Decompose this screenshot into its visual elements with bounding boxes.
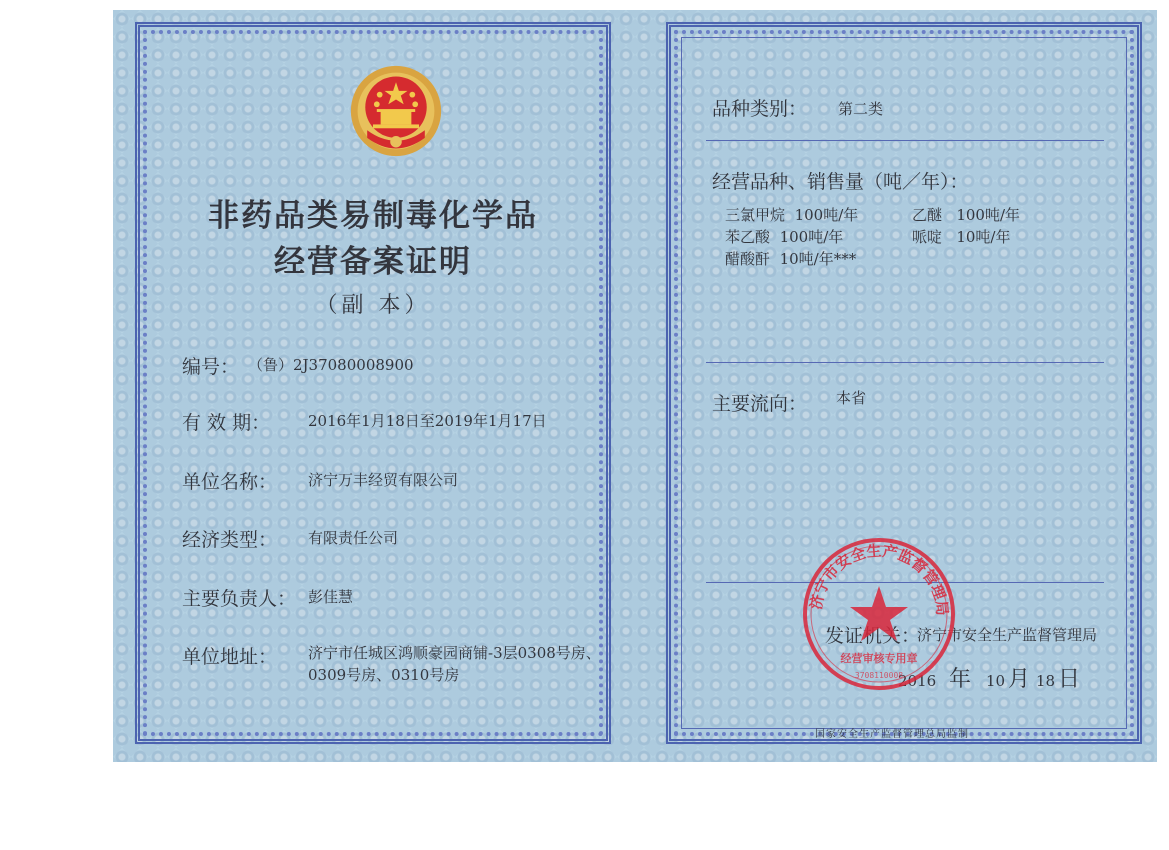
product-item: 苯乙酸 100吨/年: [725, 228, 844, 246]
national-emblem-icon: [348, 63, 444, 159]
category-value: 第二类: [838, 100, 884, 118]
field-number: 编号： （鲁）2J37080008900: [182, 356, 414, 378]
svg-text:济宁市安全生产监督管理局: 济宁市安全生产监督管理局: [806, 541, 952, 617]
flow-value: 本省: [836, 389, 867, 407]
field-validity: 有 效 期： 2016年1月18日至2019年1月17日: [182, 412, 547, 434]
left-panel: [135, 22, 611, 744]
field-responsible-person-value: 彭佳慧: [308, 588, 354, 606]
issue-date-day: 18: [1036, 672, 1056, 690]
issue-date-year: 2016: [898, 672, 937, 690]
certificate-title-line2: 经营备案证明: [274, 244, 472, 280]
field-address-value: 济宁市任城区鸿顺豪园商铺-3层0308号房、0309号房、0310号房: [308, 644, 601, 684]
field-address: 单位地址： 济宁市任城区鸿顺豪园商铺-3层0308号房、0309号房、0310号房: [182, 642, 277, 669]
certificate-subtitle: （副 本）: [315, 293, 431, 318]
official-seal-icon: [799, 534, 959, 694]
divider: [706, 140, 1104, 141]
certificate-paper: [113, 10, 1157, 762]
field-company-name-value: 济宁万丰经贸有限公司: [308, 471, 459, 489]
field-responsible-person: 主要负责人： 彭佳慧: [182, 588, 354, 610]
field-validity-value: 2016年1月18日至2019年1月17日: [308, 412, 547, 430]
svg-text:经营审核专用章: 经营审核专用章: [840, 652, 918, 665]
issue-date-day-suffix: 日: [1058, 667, 1081, 692]
products-label: 经营品种、销售量（吨／年）：: [712, 171, 969, 193]
issuer-value: 济宁市安全生产监督管理局: [917, 626, 1098, 644]
issue-date-month-suffix: 月: [1008, 667, 1031, 692]
category-label: 品种类别：: [712, 98, 808, 120]
issuer-label: 发证机关：: [825, 625, 921, 647]
field-economic-type-value: 有限责任公司: [308, 529, 399, 547]
field-economic-type: 经济类型： 有限责任公司: [182, 529, 399, 551]
issue-date-year-suffix: 年: [949, 667, 972, 692]
issue-date-month: 10: [986, 672, 1006, 690]
product-item: 乙醚 100吨/年: [912, 206, 1021, 224]
svg-text:3708110008: 3708110008: [854, 671, 904, 680]
flow-label: 主要流向：: [712, 393, 808, 415]
certificate-title-line1: 非药品类易制毒化学品: [208, 198, 538, 234]
footer-note: 国家安全生产监督管理总局监制: [815, 729, 969, 740]
product-item: 哌啶 10吨/年: [912, 228, 1011, 246]
field-number-value: （鲁）2J37080008900: [248, 356, 414, 374]
field-company-name: 单位名称： 济宁万丰经贸有限公司: [182, 471, 459, 493]
product-item: 三氯甲烷 100吨/年: [725, 206, 859, 224]
product-item: 醋酸酐 10吨/年***: [725, 250, 857, 268]
divider: [706, 362, 1104, 363]
